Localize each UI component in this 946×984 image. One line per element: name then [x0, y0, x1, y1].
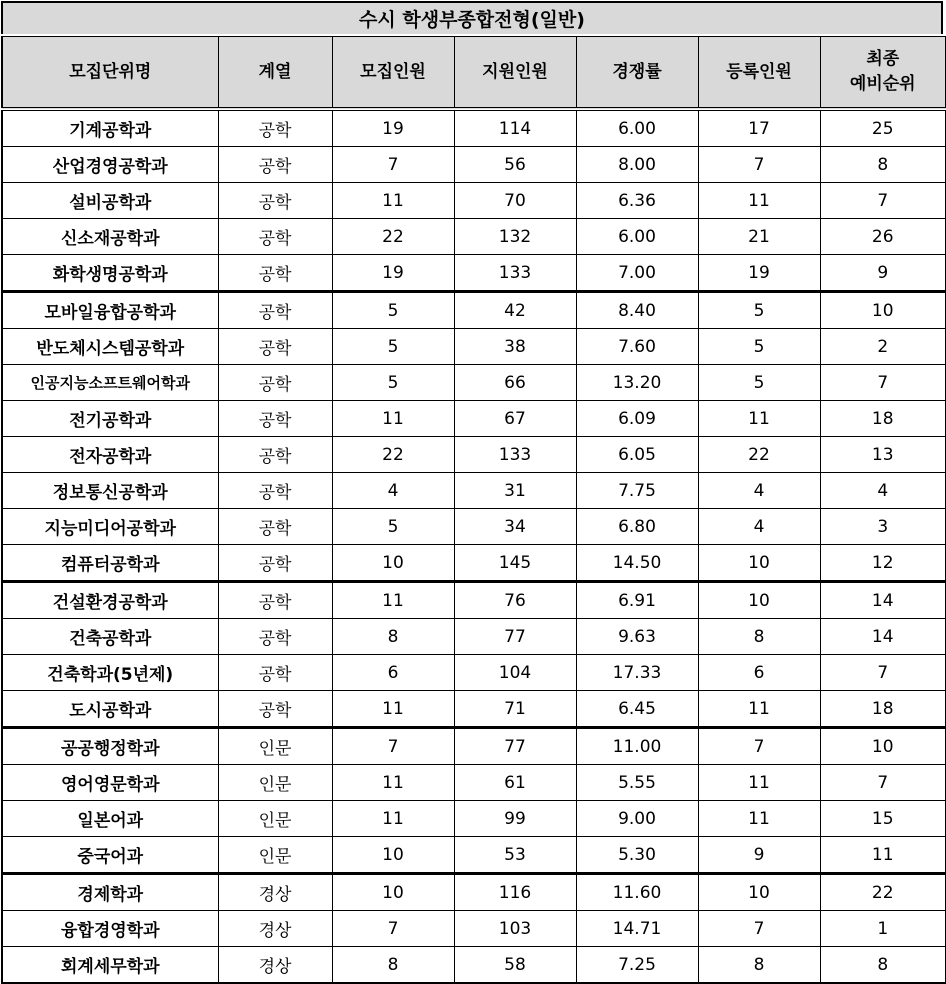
- cell-unit-name: 도시공학과: [2, 691, 218, 728]
- cell-quota: 10: [332, 545, 454, 582]
- cell-field: 인문: [218, 837, 332, 874]
- cell-ratio: 9.63: [576, 619, 698, 655]
- cell-ratio: 6.45: [576, 691, 698, 728]
- cell-applicants: 56: [454, 147, 576, 183]
- table-row: [2, 437, 946, 473]
- table-row: [2, 109, 946, 147]
- cell-unit-name: 기계공학과: [2, 109, 218, 147]
- cell-field: 경상: [218, 911, 332, 947]
- cell-field: 공학: [218, 691, 332, 728]
- table-row: [2, 619, 946, 655]
- cell-quota: 8: [332, 947, 454, 984]
- table-row: [2, 255, 946, 292]
- header-row: [2, 37, 946, 110]
- cell-field: 공학: [218, 292, 332, 329]
- header-quota: 모집인원: [332, 37, 454, 110]
- cell-waitlist: 10: [820, 728, 946, 765]
- cell-ratio: 7.00: [576, 255, 698, 292]
- cell-unit-name: 모바일융합공학과: [2, 292, 218, 329]
- cell-waitlist: 13: [820, 437, 946, 473]
- cell-field: 인문: [218, 728, 332, 765]
- cell-unit-name: 공공행정학과: [2, 728, 218, 765]
- cell-waitlist: 2: [820, 329, 946, 365]
- cell-waitlist: 7: [820, 365, 946, 401]
- cell-quota: 22: [332, 437, 454, 473]
- cell-quota: 11: [332, 582, 454, 619]
- cell-waitlist: 8: [820, 147, 946, 183]
- cell-field: 공학: [218, 255, 332, 292]
- cell-quota: 10: [332, 874, 454, 911]
- cell-quota: 11: [332, 401, 454, 437]
- cell-ratio: 8.00: [576, 147, 698, 183]
- cell-unit-name: 전기공학과: [2, 401, 218, 437]
- table-row: [2, 401, 946, 437]
- table-row: [2, 473, 946, 509]
- cell-waitlist: 8: [820, 947, 946, 984]
- cell-applicants: 145: [454, 545, 576, 582]
- cell-applicants: 77: [454, 619, 576, 655]
- cell-enrolled: 11: [698, 691, 820, 728]
- table-row: [2, 765, 946, 801]
- cell-quota: 4: [332, 473, 454, 509]
- cell-ratio: 9.00: [576, 801, 698, 837]
- cell-unit-name: 전자공학과: [2, 437, 218, 473]
- cell-field: 공학: [218, 582, 332, 619]
- cell-enrolled: 5: [698, 365, 820, 401]
- cell-enrolled: 17: [698, 109, 820, 147]
- cell-waitlist: 12: [820, 545, 946, 582]
- cell-ratio: 5.30: [576, 837, 698, 874]
- cell-unit-name: 건설환경공학과: [2, 582, 218, 619]
- cell-ratio: 6.91: [576, 582, 698, 619]
- cell-waitlist: 22: [820, 874, 946, 911]
- cell-enrolled: 10: [698, 874, 820, 911]
- cell-enrolled: 7: [698, 147, 820, 183]
- cell-waitlist: 7: [820, 183, 946, 219]
- cell-field: 인문: [218, 765, 332, 801]
- cell-quota: 11: [332, 691, 454, 728]
- cell-unit-name: 반도체시스템공학과: [2, 329, 218, 365]
- cell-applicants: 58: [454, 947, 576, 984]
- cell-waitlist: 10: [820, 292, 946, 329]
- cell-enrolled: 11: [698, 183, 820, 219]
- cell-ratio: 6.00: [576, 109, 698, 147]
- cell-applicants: 77: [454, 728, 576, 765]
- cell-field: 공학: [218, 437, 332, 473]
- cell-applicants: 66: [454, 365, 576, 401]
- table-row: [2, 801, 946, 837]
- cell-unit-name: 융합경영학과: [2, 911, 218, 947]
- table-row: [2, 911, 946, 947]
- table-row: [2, 365, 946, 401]
- cell-quota: 11: [332, 801, 454, 837]
- cell-applicants: 104: [454, 655, 576, 691]
- cell-field: 공학: [218, 219, 332, 255]
- cell-field: 공학: [218, 147, 332, 183]
- cell-unit-name: 회계세무학과: [2, 947, 218, 984]
- cell-field: 공학: [218, 619, 332, 655]
- cell-waitlist: 11: [820, 837, 946, 874]
- cell-quota: 7: [332, 911, 454, 947]
- cell-field: 공학: [218, 401, 332, 437]
- cell-waitlist: 14: [820, 582, 946, 619]
- cell-applicants: 31: [454, 473, 576, 509]
- cell-ratio: 17.33: [576, 655, 698, 691]
- cell-quota: 11: [332, 183, 454, 219]
- cell-ratio: 5.55: [576, 765, 698, 801]
- cell-quota: 10: [332, 837, 454, 874]
- table-row: [2, 219, 946, 255]
- cell-waitlist: 25: [820, 109, 946, 147]
- cell-quota: 19: [332, 255, 454, 292]
- cell-unit-name: 인공지능소프트웨어학과: [2, 365, 218, 401]
- header-ratio: 경쟁률: [576, 37, 698, 110]
- cell-ratio: 7.75: [576, 473, 698, 509]
- cell-field: 공학: [218, 473, 332, 509]
- cell-enrolled: 22: [698, 437, 820, 473]
- cell-applicants: 116: [454, 874, 576, 911]
- cell-ratio: 11.60: [576, 874, 698, 911]
- cell-field: 공학: [218, 509, 332, 545]
- cell-waitlist: 26: [820, 219, 946, 255]
- cell-enrolled: 11: [698, 801, 820, 837]
- cell-applicants: 42: [454, 292, 576, 329]
- table-row: [2, 545, 946, 582]
- table-row: [2, 329, 946, 365]
- cell-unit-name: 일본어과: [2, 801, 218, 837]
- header-enrolled: 등록인원: [698, 37, 820, 110]
- cell-quota: 7: [332, 147, 454, 183]
- table-row: [2, 655, 946, 691]
- cell-field: 공학: [218, 365, 332, 401]
- cell-field: 공학: [218, 183, 332, 219]
- header-applicants: 지원인원: [454, 37, 576, 110]
- cell-unit-name: 화학생명공학과: [2, 255, 218, 292]
- table-row: [2, 183, 946, 219]
- cell-waitlist: 9: [820, 255, 946, 292]
- cell-unit-name: 산업경영공학과: [2, 147, 218, 183]
- admission-table: [1, 36, 946, 984]
- cell-enrolled: 5: [698, 329, 820, 365]
- cell-enrolled: 8: [698, 619, 820, 655]
- cell-unit-name: 중국어과: [2, 837, 218, 874]
- cell-enrolled: 8: [698, 947, 820, 984]
- cell-waitlist: 1: [820, 911, 946, 947]
- cell-applicants: 53: [454, 837, 576, 874]
- cell-ratio: 6.00: [576, 219, 698, 255]
- cell-quota: 22: [332, 219, 454, 255]
- cell-ratio: 13.20: [576, 365, 698, 401]
- cell-ratio: 14.50: [576, 545, 698, 582]
- table-row: [2, 147, 946, 183]
- cell-enrolled: 7: [698, 911, 820, 947]
- cell-applicants: 132: [454, 219, 576, 255]
- cell-applicants: 34: [454, 509, 576, 545]
- cell-waitlist: 14: [820, 619, 946, 655]
- cell-unit-name: 지능미디어공학과: [2, 509, 218, 545]
- cell-ratio: 6.05: [576, 437, 698, 473]
- cell-waitlist: 18: [820, 691, 946, 728]
- cell-enrolled: 10: [698, 582, 820, 619]
- cell-unit-name: 설비공학과: [2, 183, 218, 219]
- cell-field: 공학: [218, 109, 332, 147]
- cell-field: 공학: [218, 329, 332, 365]
- cell-applicants: 71: [454, 691, 576, 728]
- table-title: 수시 학생부종합전형(일반): [1, 1, 943, 34]
- header-unit-name: 모집단위명: [2, 37, 218, 110]
- cell-ratio: 7.60: [576, 329, 698, 365]
- cell-ratio: 6.36: [576, 183, 698, 219]
- cell-enrolled: 6: [698, 655, 820, 691]
- cell-enrolled: 7: [698, 728, 820, 765]
- cell-unit-name: 경제학과: [2, 874, 218, 911]
- cell-applicants: 61: [454, 765, 576, 801]
- cell-quota: 5: [332, 292, 454, 329]
- cell-applicants: 76: [454, 582, 576, 619]
- cell-applicants: 133: [454, 437, 576, 473]
- cell-ratio: 6.80: [576, 509, 698, 545]
- header-field: 계열: [218, 37, 332, 110]
- cell-quota: 19: [332, 109, 454, 147]
- table-row: [2, 691, 946, 728]
- cell-enrolled: 10: [698, 545, 820, 582]
- table-row: [2, 292, 946, 329]
- cell-ratio: 6.09: [576, 401, 698, 437]
- table-row: [2, 509, 946, 545]
- cell-field: 인문: [218, 801, 332, 837]
- cell-waitlist: 7: [820, 765, 946, 801]
- cell-applicants: 103: [454, 911, 576, 947]
- cell-ratio: 11.00: [576, 728, 698, 765]
- cell-applicants: 99: [454, 801, 576, 837]
- table-row: [2, 582, 946, 619]
- cell-ratio: 7.25: [576, 947, 698, 984]
- table-body: [2, 109, 946, 983]
- cell-applicants: 133: [454, 255, 576, 292]
- cell-ratio: 8.40: [576, 292, 698, 329]
- cell-applicants: 67: [454, 401, 576, 437]
- cell-quota: 5: [332, 509, 454, 545]
- cell-ratio: 14.71: [576, 911, 698, 947]
- cell-applicants: 38: [454, 329, 576, 365]
- cell-field: 경상: [218, 947, 332, 984]
- cell-quota: 5: [332, 329, 454, 365]
- cell-enrolled: 9: [698, 837, 820, 874]
- cell-unit-name: 신소재공학과: [2, 219, 218, 255]
- cell-waitlist: 3: [820, 509, 946, 545]
- cell-waitlist: 4: [820, 473, 946, 509]
- cell-waitlist: 7: [820, 655, 946, 691]
- cell-enrolled: 19: [698, 255, 820, 292]
- header-waitlist: 최종 예비순위: [820, 37, 946, 110]
- cell-unit-name: 정보통신공학과: [2, 473, 218, 509]
- cell-quota: 5: [332, 365, 454, 401]
- cell-unit-name: 건축공학과: [2, 619, 218, 655]
- cell-enrolled: 11: [698, 765, 820, 801]
- cell-quota: 7: [332, 728, 454, 765]
- cell-quota: 8: [332, 619, 454, 655]
- cell-unit-name: 건축학과(5년제): [2, 655, 218, 691]
- cell-enrolled: 4: [698, 509, 820, 545]
- table-row: [2, 874, 946, 911]
- cell-quota: 6: [332, 655, 454, 691]
- table-row: [2, 837, 946, 874]
- cell-enrolled: 4: [698, 473, 820, 509]
- cell-waitlist: 15: [820, 801, 946, 837]
- table-row: [2, 728, 946, 765]
- cell-enrolled: 5: [698, 292, 820, 329]
- table-row: [2, 947, 946, 984]
- cell-enrolled: 11: [698, 401, 820, 437]
- cell-quota: 11: [332, 765, 454, 801]
- cell-waitlist: 18: [820, 401, 946, 437]
- cell-enrolled: 21: [698, 219, 820, 255]
- cell-unit-name: 영어영문학과: [2, 765, 218, 801]
- cell-applicants: 70: [454, 183, 576, 219]
- cell-unit-name: 컴퓨터공학과: [2, 545, 218, 582]
- cell-field: 경상: [218, 874, 332, 911]
- cell-field: 공학: [218, 655, 332, 691]
- cell-applicants: 114: [454, 109, 576, 147]
- cell-field: 공학: [218, 545, 332, 582]
